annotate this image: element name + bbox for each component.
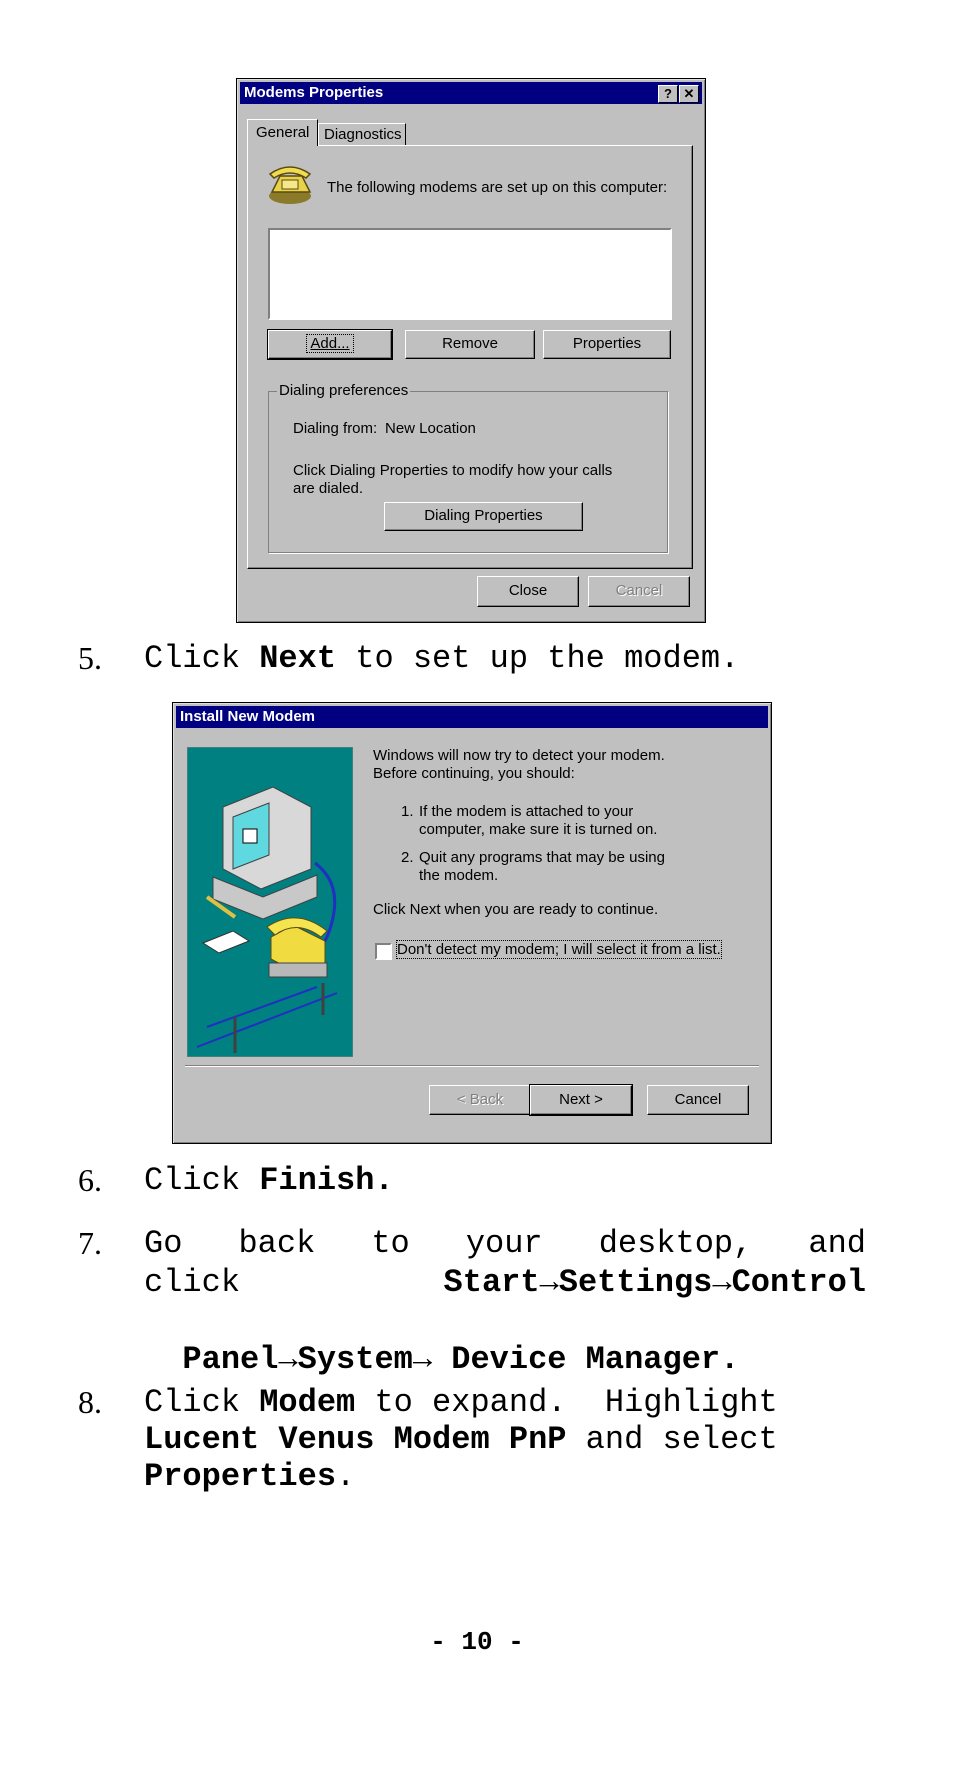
install-title: Install New Modem (180, 708, 316, 725)
dialing-properties-label: Dialing Properties (424, 507, 543, 524)
back-button-label: < Back (456, 1091, 504, 1108)
remove-button-label: Remove (442, 335, 498, 352)
close-button[interactable] (477, 576, 579, 607)
install-new-modem-window (172, 702, 772, 1144)
dialing-preferences-label: Dialing preferences (279, 382, 409, 399)
install-title-bar (176, 706, 768, 728)
step-7-line-3 (144, 1304, 739, 1378)
page-number: - 10 - (430, 1627, 524, 1657)
tab-diagnostics-label: Diagnostics (324, 126, 402, 143)
install-separator (185, 1065, 759, 1067)
tab-general[interactable] (247, 119, 318, 146)
step-5-number: 5. (78, 640, 102, 676)
step-6-text: Click Finish. (144, 1162, 394, 1199)
install-item-1-num: 1. (401, 803, 414, 820)
install-cancel-button[interactable] (647, 1085, 749, 1115)
install-continue-text: Click Next when you are ready to continue. (373, 901, 659, 918)
dont-detect-checkbox[interactable] (375, 943, 392, 960)
dialing-preferences-group (268, 382, 668, 553)
cancel-button-label: Cancel (615, 582, 663, 599)
modems-properties-window (236, 78, 706, 623)
step-5-bold: Next (259, 640, 337, 677)
modem-illustration (187, 747, 353, 1057)
dialing-from-label: Dialing from: (293, 420, 378, 437)
install-item-2-num: 2. (401, 849, 414, 866)
step-6-bold: Finish. (259, 1162, 394, 1199)
dont-detect-label[interactable]: Don't detect my modem; I will select it from a list. (397, 941, 721, 958)
telephone-icon (266, 162, 314, 206)
install-item-2-text: Quit any programs that may be using the modem. (419, 849, 665, 884)
properties-button-label: Properties (572, 335, 642, 352)
step-6-number: 6. (78, 1162, 102, 1198)
tab-diagnostics[interactable] (318, 123, 406, 146)
remove-modem-button[interactable] (405, 330, 535, 359)
add-button-label: Add... (307, 335, 352, 352)
general-tab-panel (247, 145, 693, 569)
modems-title: Modems Properties (244, 84, 384, 101)
step-8-line-2: Lucent Venus Modem PnP and select (144, 1421, 778, 1458)
dialing-hint-text: Click Dialing Properties to modify how your calls are dialed. (293, 462, 613, 497)
modems-title-bar (240, 82, 702, 104)
modem-properties-button[interactable] (543, 330, 671, 359)
tab-general-label: General (256, 124, 310, 141)
modem-list-box[interactable] (268, 228, 672, 320)
dialing-properties-button[interactable] (384, 502, 583, 531)
close-icon[interactable]: ✕ (679, 85, 699, 103)
add-modem-button[interactable] (268, 330, 392, 359)
step-8-line-3: Properties. (144, 1458, 356, 1495)
dialing-from-value: New Location (385, 420, 476, 437)
back-button[interactable] (429, 1085, 531, 1115)
step-8-line-1: Click Modem to expand. Highlight (144, 1384, 778, 1421)
step-7-bold-path-1: Start→Settings→Control (443, 1264, 866, 1301)
install-cancel-label: Cancel (674, 1091, 722, 1108)
step-8-number: 8. (78, 1384, 102, 1420)
next-button-label: Next > (559, 1091, 603, 1108)
close-button-label: Close (508, 582, 548, 599)
step-7-line-1: Go back to your desktop, and (144, 1225, 866, 1262)
step-7-number: 7. (78, 1225, 102, 1261)
step-7-line-2: click Start→Settings→Control (144, 1264, 866, 1301)
cancel-button[interactable] (588, 576, 690, 607)
next-button[interactable] (530, 1085, 632, 1115)
install-item-1-text: If the modem is attached to your computer, make sure it is turned on. (419, 803, 658, 838)
step-7-bold-path-2: Panel→System→ Device Manager. (182, 1341, 740, 1378)
install-intro-text: Windows will now try to detect your modem. Before continuing, you should: (373, 747, 665, 782)
modems-intro-text: The following modems are set up on this computer: (327, 179, 668, 196)
step-5-text: Click Next to set up the modem. (144, 640, 740, 677)
help-icon[interactable]: ? (658, 85, 678, 103)
